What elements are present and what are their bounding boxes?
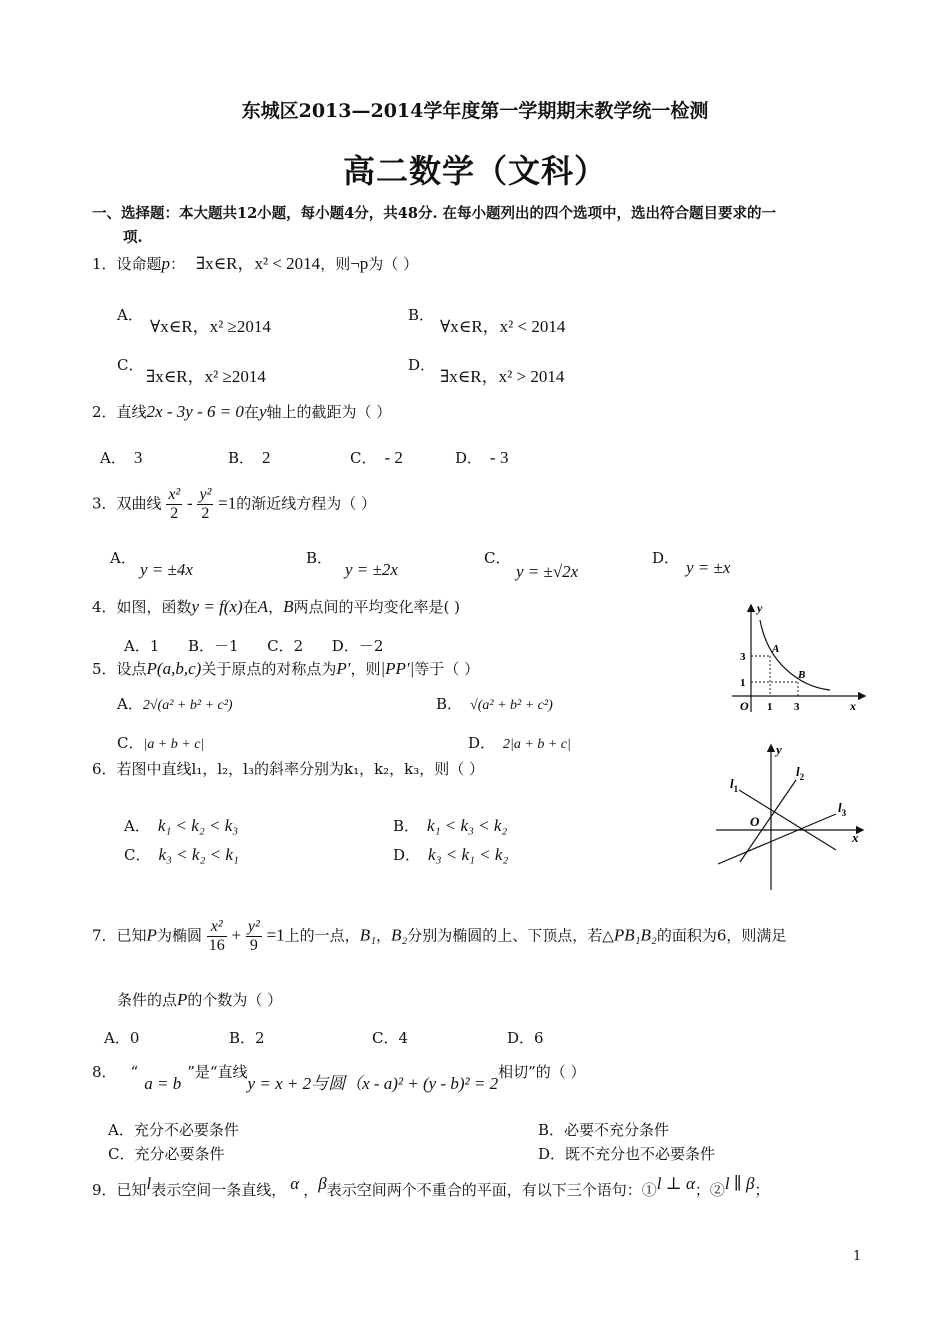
q6-option-d: D． k₃ < k₁ < k₂ <box>393 845 509 864</box>
q3-option-d-text: y = ±x <box>686 558 731 577</box>
question-7-stem-cont: 条件的点P的个数为（ ） <box>117 990 283 1009</box>
q4-options: A．1 B．－1 C．2 D．－2 <box>124 637 384 655</box>
line-l1-label: $l_1$ <box>730 776 739 794</box>
question-2-stem: 2．直线2x - 3y - 6 = 0在y轴上的截距为（ ） <box>92 402 392 421</box>
q3-option-c: C． <box>484 549 511 567</box>
function-curve <box>760 620 830 690</box>
q6-option-c: C． k₃ < k₂ < k₁ <box>124 845 239 864</box>
question-5-stem: 5．设点P(a,b,c)关于原点的对称点为P′，则|PP′|等于（ ） <box>92 659 480 678</box>
exam-title: 东城区2013—2014学年度第一学期期末教学统一检测 <box>241 100 709 122</box>
question-8-stem: 8． “a = b”是“直线y = x + 2与圆（x - a)² + (y - b)² = 2相切”的（ ） <box>92 1063 586 1093</box>
origin-label: O <box>750 814 760 829</box>
q2-option-c: C． - 2 <box>350 448 403 467</box>
tick-x-3: 3 <box>794 701 800 713</box>
tick-x-1: 1 <box>767 701 773 713</box>
exam-subtitle: 高二数学（文科） <box>342 152 607 190</box>
q1-option-c: C． <box>117 356 144 374</box>
question-7-stem: 7．已知P为椭圆 $\frac{\text{x²}}{16}$ + $\frac{\text{y²}}{9}$ =1上的一点，B₁，B₂分别为椭圆的上、下顶点，若△PB₁B₂的面积为6，则满足 <box>92 918 787 954</box>
origin-label: O <box>740 699 749 713</box>
line-l2 <box>740 780 796 862</box>
q6-option-b: B． k₁ < k₃ < k₂ <box>393 816 508 835</box>
x-axis-label: x <box>852 830 859 845</box>
q5-option-a: A．2√(a² + b² + c²) <box>117 695 233 713</box>
q7-option-a: A．0 <box>104 1029 140 1047</box>
q7-option-d: D．6 <box>507 1029 544 1047</box>
q3-option-a-text: y = ±4x <box>140 560 193 579</box>
question-4-stem: 4．如图，函数y = f(x)在A，B两点间的平均变化率是( ) <box>92 597 460 616</box>
q1-option-d: D． <box>408 356 436 374</box>
figure-q6-lines <box>712 740 872 892</box>
question-3-stem: 3．双曲线 $\frac{\text{x²}}{2}$ - $\frac{\text{y²}}{2}$ =1的渐近线方程为（ ） <box>92 486 377 522</box>
q1-option-d-text: ∃x∈R，x² > 2014 <box>440 367 565 386</box>
tick-y-1: 1 <box>740 677 746 689</box>
q1-option-a-text: ∀x∈R，x² ≥2014 <box>150 317 271 336</box>
tick-y-3: 3 <box>740 651 746 663</box>
q2-option-a: A． 3 <box>100 448 143 467</box>
q8-option-a: A．充分不必要条件 <box>108 1121 239 1139</box>
q1-option-a: A． <box>117 306 143 324</box>
page-number: 1 <box>853 1249 862 1264</box>
q5-option-d: D． 2|a + b + c| <box>468 734 571 752</box>
q1-option-c-text: ∃x∈R，x² ≥2014 <box>146 367 266 386</box>
q8-option-c: C．充分必要条件 <box>108 1145 225 1163</box>
question-1-stem: 1．设命题p： ∃x∈R，x² < 2014，则¬p为（ ） <box>92 254 419 273</box>
question-6-stem: 6．若图中直线l₁，l₂，l₃的斜率分别为k₁，k₂，k₃，则（ ） <box>92 760 485 778</box>
point-b-label: B <box>798 669 806 681</box>
q3-option-b: B． <box>306 549 333 567</box>
q7-option-b: B．2 <box>229 1029 265 1047</box>
q8-option-b: B．必要不充分条件 <box>538 1121 670 1139</box>
q3-option-a: A． <box>110 549 136 567</box>
line-l3-label: $l_3$ <box>838 800 847 818</box>
q2-option-d: D． - 3 <box>455 448 509 467</box>
figure-q4-graph <box>712 600 872 718</box>
q1-option-b-text: ∀x∈R，x² < 2014 <box>440 317 566 336</box>
y-axis-label: y <box>776 742 782 757</box>
q5-option-c: C．|a + b + c| <box>117 734 205 752</box>
question-9-stem: 9．已知l表示空间一条直线， α ，β表示空间两个不重合的平面，有以下三个语句：①l ⊥ α；②l ∥ β； <box>92 1174 770 1199</box>
y-axis-label: y <box>757 601 763 615</box>
section-heading: 一、选择题：本大题共12小题，每小题4分，共48分. 在每小题列出的四个选项中，选出符合题目要求的一 <box>92 205 777 222</box>
q8-option-d: D．既不充分也不必要条件 <box>538 1145 716 1163</box>
q6-option-a: A． k₁ < k₂ < k₃ <box>124 816 239 835</box>
point-a-label: A <box>772 643 780 655</box>
section-heading-cont: 项. <box>123 229 143 246</box>
x-axis-label: x <box>850 699 856 713</box>
q3-option-c-text: y = ±√2x <box>516 562 579 581</box>
q3-option-b-text: y = ±2x <box>345 560 398 579</box>
q3-option-d: D． <box>652 549 680 567</box>
q5-option-b: B． √(a² + b² + c²) <box>436 695 553 713</box>
q2-option-b: B． 2 <box>228 448 271 467</box>
line-l2-label: $l_2$ <box>796 764 805 782</box>
q7-option-c: C．4 <box>372 1029 409 1047</box>
q1-option-b: B． <box>408 306 435 324</box>
